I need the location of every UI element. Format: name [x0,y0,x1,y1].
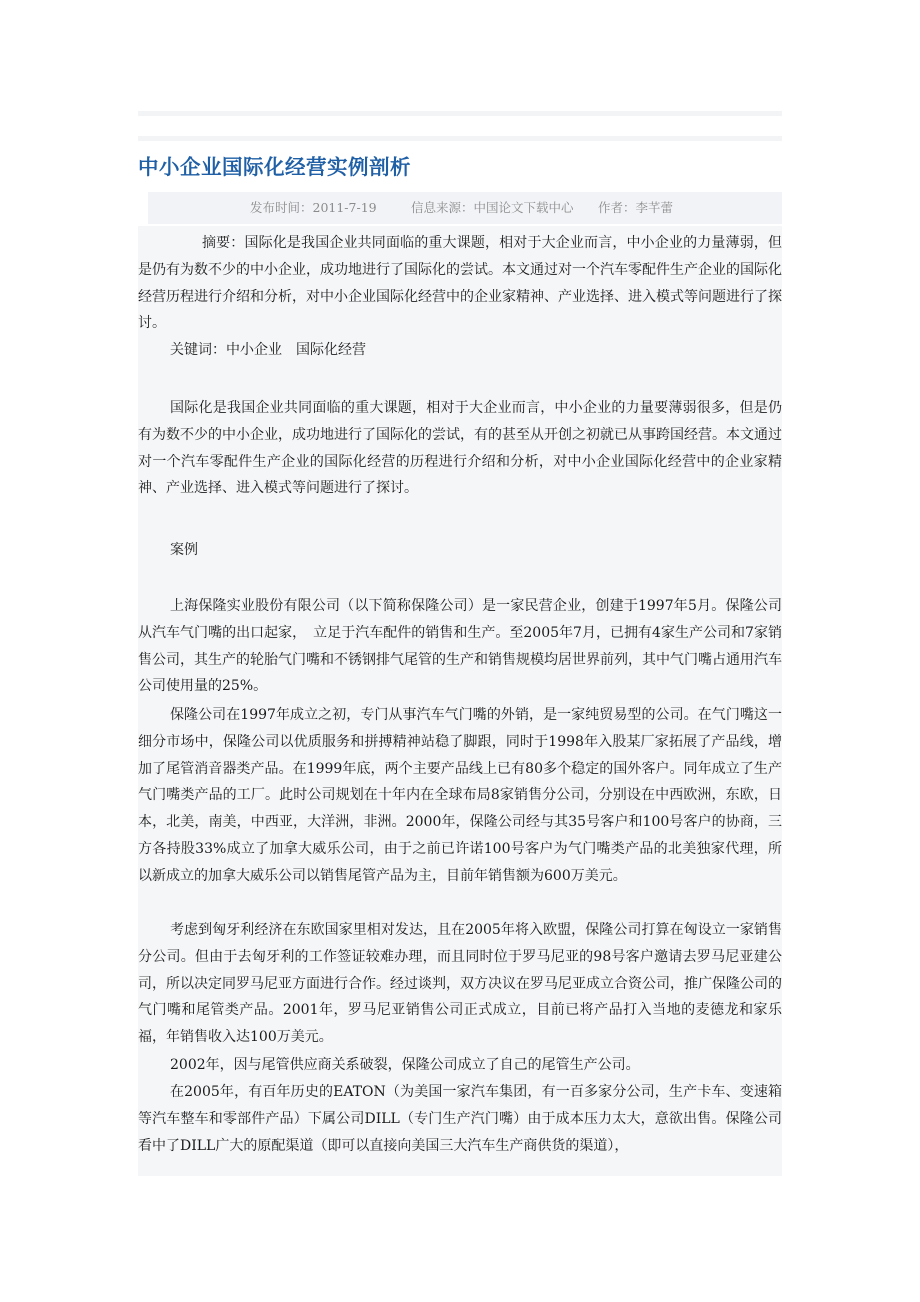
abstract: 摘要：国际化是我国企业共同面临的重大课题，相对于大企业而言，中小企业的力量薄弱，但是仍有为数不少的中小企业，成功地进行了国际化的尝试。本文通过对一个汽车零配件生产企业的国际化经营历程进行介绍和分析，对中小企业国际化经营中的企业家精神、产业选择、进入模式等问题进行了探讨。 [138,235,782,332]
body-paragraph: 2002年，因与尾管供应商关系破裂，保隆公司成立了自己的尾管生产公司。 [170,1057,640,1073]
body-paragraph: 上海保隆实业股份有限公司（以下简称保隆公司）是一家民营企业，创建于1997年5月。保隆公司从汽车气门嘴的出口起家， 立足于汽车配件的销售和生产。至2005年7月，已拥有4家生产公司和7家销售公司，其生产的轮胎气门嘴和不锈钢排气尾管的生产和销售规模均居世界前列，其中气门嘴占通用汽车公司使用量的25%。 [138,598,782,695]
body-paragraph: 保隆公司在1997年成立之初，专门从事汽车气门嘴的外销，是一家纯贸易型的公司。在气门嘴这一细分市场中，保隆公司以优质服务和拼搏精神站稳了脚跟，同时于1998年入股某厂家拓展了产品线，增加了尾管消音器类产品。在1999年底，两个主要产品线上已有80多个稳定的国外客户。同年成立了生产气门嘴类产品的工厂。此时公司规划在十年内在全球布局8家销售分公司，分别设在中西欧洲，东欧，日本，北美，南美，中西亚，大洋洲，非洲。2000年，保隆公司经与其35号客户和100号客户的协商，三方各持股33%成立了加拿大威乐公司，由于之前已许诺100号客户为气门嘴类产品的北美独家代理，所以新成立的加拿大威乐公司以销售尾管产品为主，目前年销售额为600万美元。 [138,707,782,884]
article-body [138,226,782,1176]
body-paragraph: 在2005年，有百年历史的EATON（为美国一家汽车集团，有一百多家分公司，生产卡车、变速箱等汽车整车和零部件产品）下属公司DILL（专门生产汽门嘴）由于成本压力太大，意欲出售。保隆公司看中了DILL广大的原配渠道（即可以直接向美国三大汽车生产商供货的渠道）， [138,1084,782,1154]
body-paragraph: 考虑到匈牙利经济在东欧国家里相对发达，且在2005年将入欧盟，保隆公司打算在匈设立一家销售分公司。但由于去匈牙利的工作签证较难办理，而且同时位于罗马尼亚的98号客户邀请去罗马尼亚建公司，所以决定同罗马尼亚方面进行合作。经过谈判，双方决议在罗马尼亚成立合资公司，推广保隆公司的气门嘴和尾管类产品。2001年，罗马尼亚销售公司正式成立，目前已将产品打入当地的麦德龙和家乐福，年销售收入达100万美元。 [138,922,782,1046]
article-meta-bar [148,192,782,224]
intro-paragraph: 国际化是我国企业共同面临的重大课题，相对于大企业而言，中小企业的力量要薄弱很多，但是仍有为数不少的中小企业，成功地进行了国际化的尝试，有的甚至从开创之初就已从事跨国经营。本文通过对一个汽车零配件生产企业的国际化经营的历程进行介绍和分析，对中小企业国际化经营中的企业家精神、产业选择、进入模式等问题进行了探讨。 [138,400,782,497]
section-heading: 案例 [170,542,198,558]
top-divider [138,111,782,116]
keywords: 关键词：中小企业 国际化经营 [170,342,366,358]
author: 作者：李芊蕾 [598,200,674,215]
info-source: 信息来源：中国论文下载中心 [411,200,574,215]
article-title: 中小企业国际化经营实例剖析 [138,155,411,179]
title-divider [138,136,782,141]
publish-date: 发布时间：2011-7-19 [250,200,377,215]
